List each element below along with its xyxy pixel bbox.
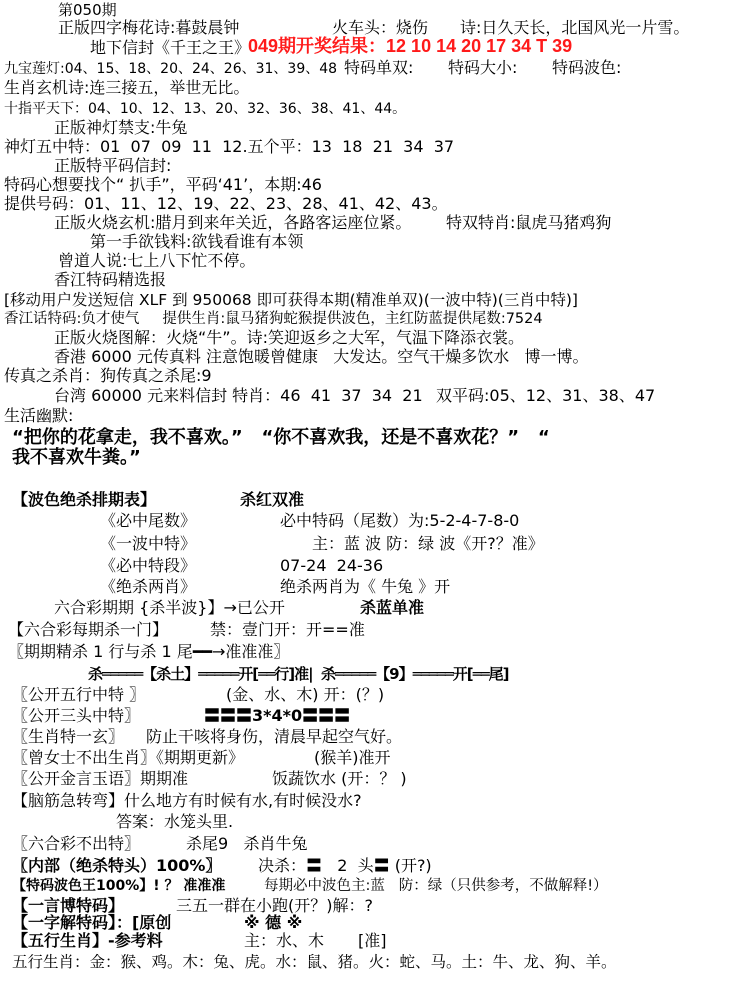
inner-kill-value: 决杀：〓 2 头〓 (开?) [258,856,432,875]
double-flat-codes: 双平码:05、12、31、38、47 [436,386,656,405]
must-segment-value: 07-24 24-36 [280,556,384,575]
fire-diagram: 正版火烧图解：火烧“牛”。诗:笑迎返乡之大军，气温下降添衣裳。 [54,328,524,347]
no-special-value: 杀尾9 杀肖牛兔 [186,834,308,853]
ms-zeng-label: 〖曾女士不出生肖〗《期期更新》 [12,748,245,767]
no-special-label: 〖六合彩不出特〗 [12,834,141,853]
inner-kill-label: 〖内部（绝杀特头）100%〗 [12,856,222,875]
one-wave-label: 《一波中特》 [100,534,197,553]
zodiac-mystery-poem: 生肖玄机诗:连三接五，举世无比。 [4,78,250,97]
wave-king-value: 每期必中波色主:蓝 防：绿（只供参考，不做解释!） [264,878,608,894]
wave-color-label: 特码波色: [552,58,622,77]
underground-envelope: 地下信封《千王之王》 [90,38,251,57]
five-element-value: (金、水、木) 开：(？) [226,685,385,704]
ms-zeng-value: (猴羊)准开 [314,748,391,767]
riddle-answer: 答案：水笼头里. [116,812,234,831]
riddle-question: 【脑筋急转弯】什么地方有时候有水,有时候没水? [12,791,362,810]
humor-title: 生活幽默: [4,406,74,425]
five-zodiac-list: 五行生肖：金：猴、鸡。木：兔、虎。水：鼠、猪。火：蛇、马。土：牛、龙、狗、羊。 [12,953,617,971]
kill-blue-single: 杀蓝单准 [360,598,425,617]
one-wave-value: 主：蓝 波 防：绿 波《开?？准》 [312,534,544,553]
hk-fax: 香港 6000 元传真料 注意饱暖曾健康 大发达。空气干燥多饮水 博一博。 [54,347,589,366]
lotus-lamp-numbers: 九宝莲灯:04、15、18、20、24、26、31、39、48 [4,61,338,77]
draw-result: 049期开奖结果：12 10 14 20 17 34 T 39 [248,36,573,56]
hk-special-code: 香江话特码:负才使气 提供生肖:鼠马猪狗蛇猴提供波色，主红防蓝提供尾数:7524 [4,311,543,327]
one-char-value: ※ 德 ※ [244,913,303,932]
must-tail-value: 必中特码（尾数）为:5-2-4-7-8-0 [280,511,520,530]
zodiac-mystery-value: 防止干咳将身伤，清晨早起空气好。 [146,727,403,746]
wave-king-label: 【特码波色王100%】! ？ 准准准 [12,878,226,894]
poem-line: 诗:日久天长，北国风光一片雪。 [460,18,690,37]
big-small-label: 特码大小: [448,58,518,77]
sms-notice: [移动用户发送短信 XLF 到 950068 即可获得本期(精准单双)(一波中特)(三肖中特)] [4,291,578,309]
kill-two-label: 《绝杀两肖》 [100,577,197,596]
special-code-wish: 特码心想要找个“ 扒手”，平码‘41’，本期:46 [4,175,322,194]
taiwan-envelope: 台湾 60000 元来料信封 特肖：46 41 37 34 21 [54,386,423,405]
train-head: 火车头：烧伤 [332,18,429,37]
odd-even-label: 特码单双: [344,58,414,77]
kill-row: 杀═════【杀土】═════开[══行]准| 杀═════【9】═════开[══尾] [88,665,509,683]
half-wave-kill: 六合彩期期 {杀半波}】→已公开 [54,598,285,617]
double-zodiac: 特双特肖:鼠虎马猪鸡狗 [446,213,612,232]
golden-words-value: 饭蔬饮水 (开：？ ) [272,769,407,788]
ten-fingers-numbers: 十指平天下：04、10、12、13、20、32、36、38、41、44。 [4,101,407,117]
five-zodiac-accurate: [准] [358,931,387,950]
kill-door-value: 禁：壹门开：开==准 [210,620,365,639]
plum-poem: 正版四字梅花诗:暮鼓晨钟 [58,18,240,37]
five-element-label: 〖公开五行中特 〗 [12,685,146,704]
three-head-label: 〖公开三头中特〗 [12,706,141,725]
fax-kill: 传真之杀肖：狗传真之杀尾:9 [4,366,212,385]
lamp-five-picks: 神灯五中特：01 07 09 11 12.五个平：13 18 21 34 37 [4,137,455,156]
kill-door-label: 【六合彩每期杀一门】 [8,620,169,639]
zodiac-mystery-label: 〖生肖特一玄〗 [12,727,125,746]
issue-number: 第050期 [58,1,117,19]
first-hand-info: 第一手欲钱料:欲钱看谁有本领 [90,232,304,251]
element-tail-kill: 〖期期精杀 1 行与杀 1 尾━━→准准准〗 [8,642,290,661]
must-segment-label: 《必中特段》 [100,556,197,575]
special-envelope: 正版特平码信封: [54,156,172,175]
three-head-value: 〓〓〓3*4*0〓〓〓 [204,706,351,725]
golden-words-label: 〖公开金言玉语〗期期准 [12,769,189,788]
one-word-bet-value: 三五一群在小跑(开？)解：? [176,896,373,915]
fire-mystery: 正版火烧玄机:腊月到来年关近，各路客运座位紧。 [54,213,412,232]
provided-numbers: 提供号码：01、11、12、19、22、23、28、41、42、43。 [4,194,448,213]
joke-line-1: “把你的花拿走，我不喜欢。” “你不喜欢我，还是不喜欢花？” “ [12,427,550,448]
joke-line-2: 我不喜欢牛粪。” [12,447,141,468]
kill-two-value: 绝杀两肖为《 牛兔 》开 [280,577,451,596]
five-zodiac-label: 【五行生肖】-参考料 [12,931,163,950]
five-zodiac-main: 主：水、木 [244,931,325,950]
wave-kill-table-title: 【波色绝杀排期表】 [12,490,157,509]
must-tail-label: 《必中尾数》 [100,511,197,530]
hk-selection-title: 香江特码精选报 [54,270,167,289]
one-word-bet-label: 【一言博特码】 [12,896,125,915]
taoist-saying: 曾道人说:七上八下忙不停。 [58,251,256,270]
kill-red-double: 杀红双准 [240,490,305,509]
one-char-label: 【一字解特码】：[原创 [12,913,172,932]
lamp-forbidden: 正版神灯禁支:牛兔 [54,118,188,137]
